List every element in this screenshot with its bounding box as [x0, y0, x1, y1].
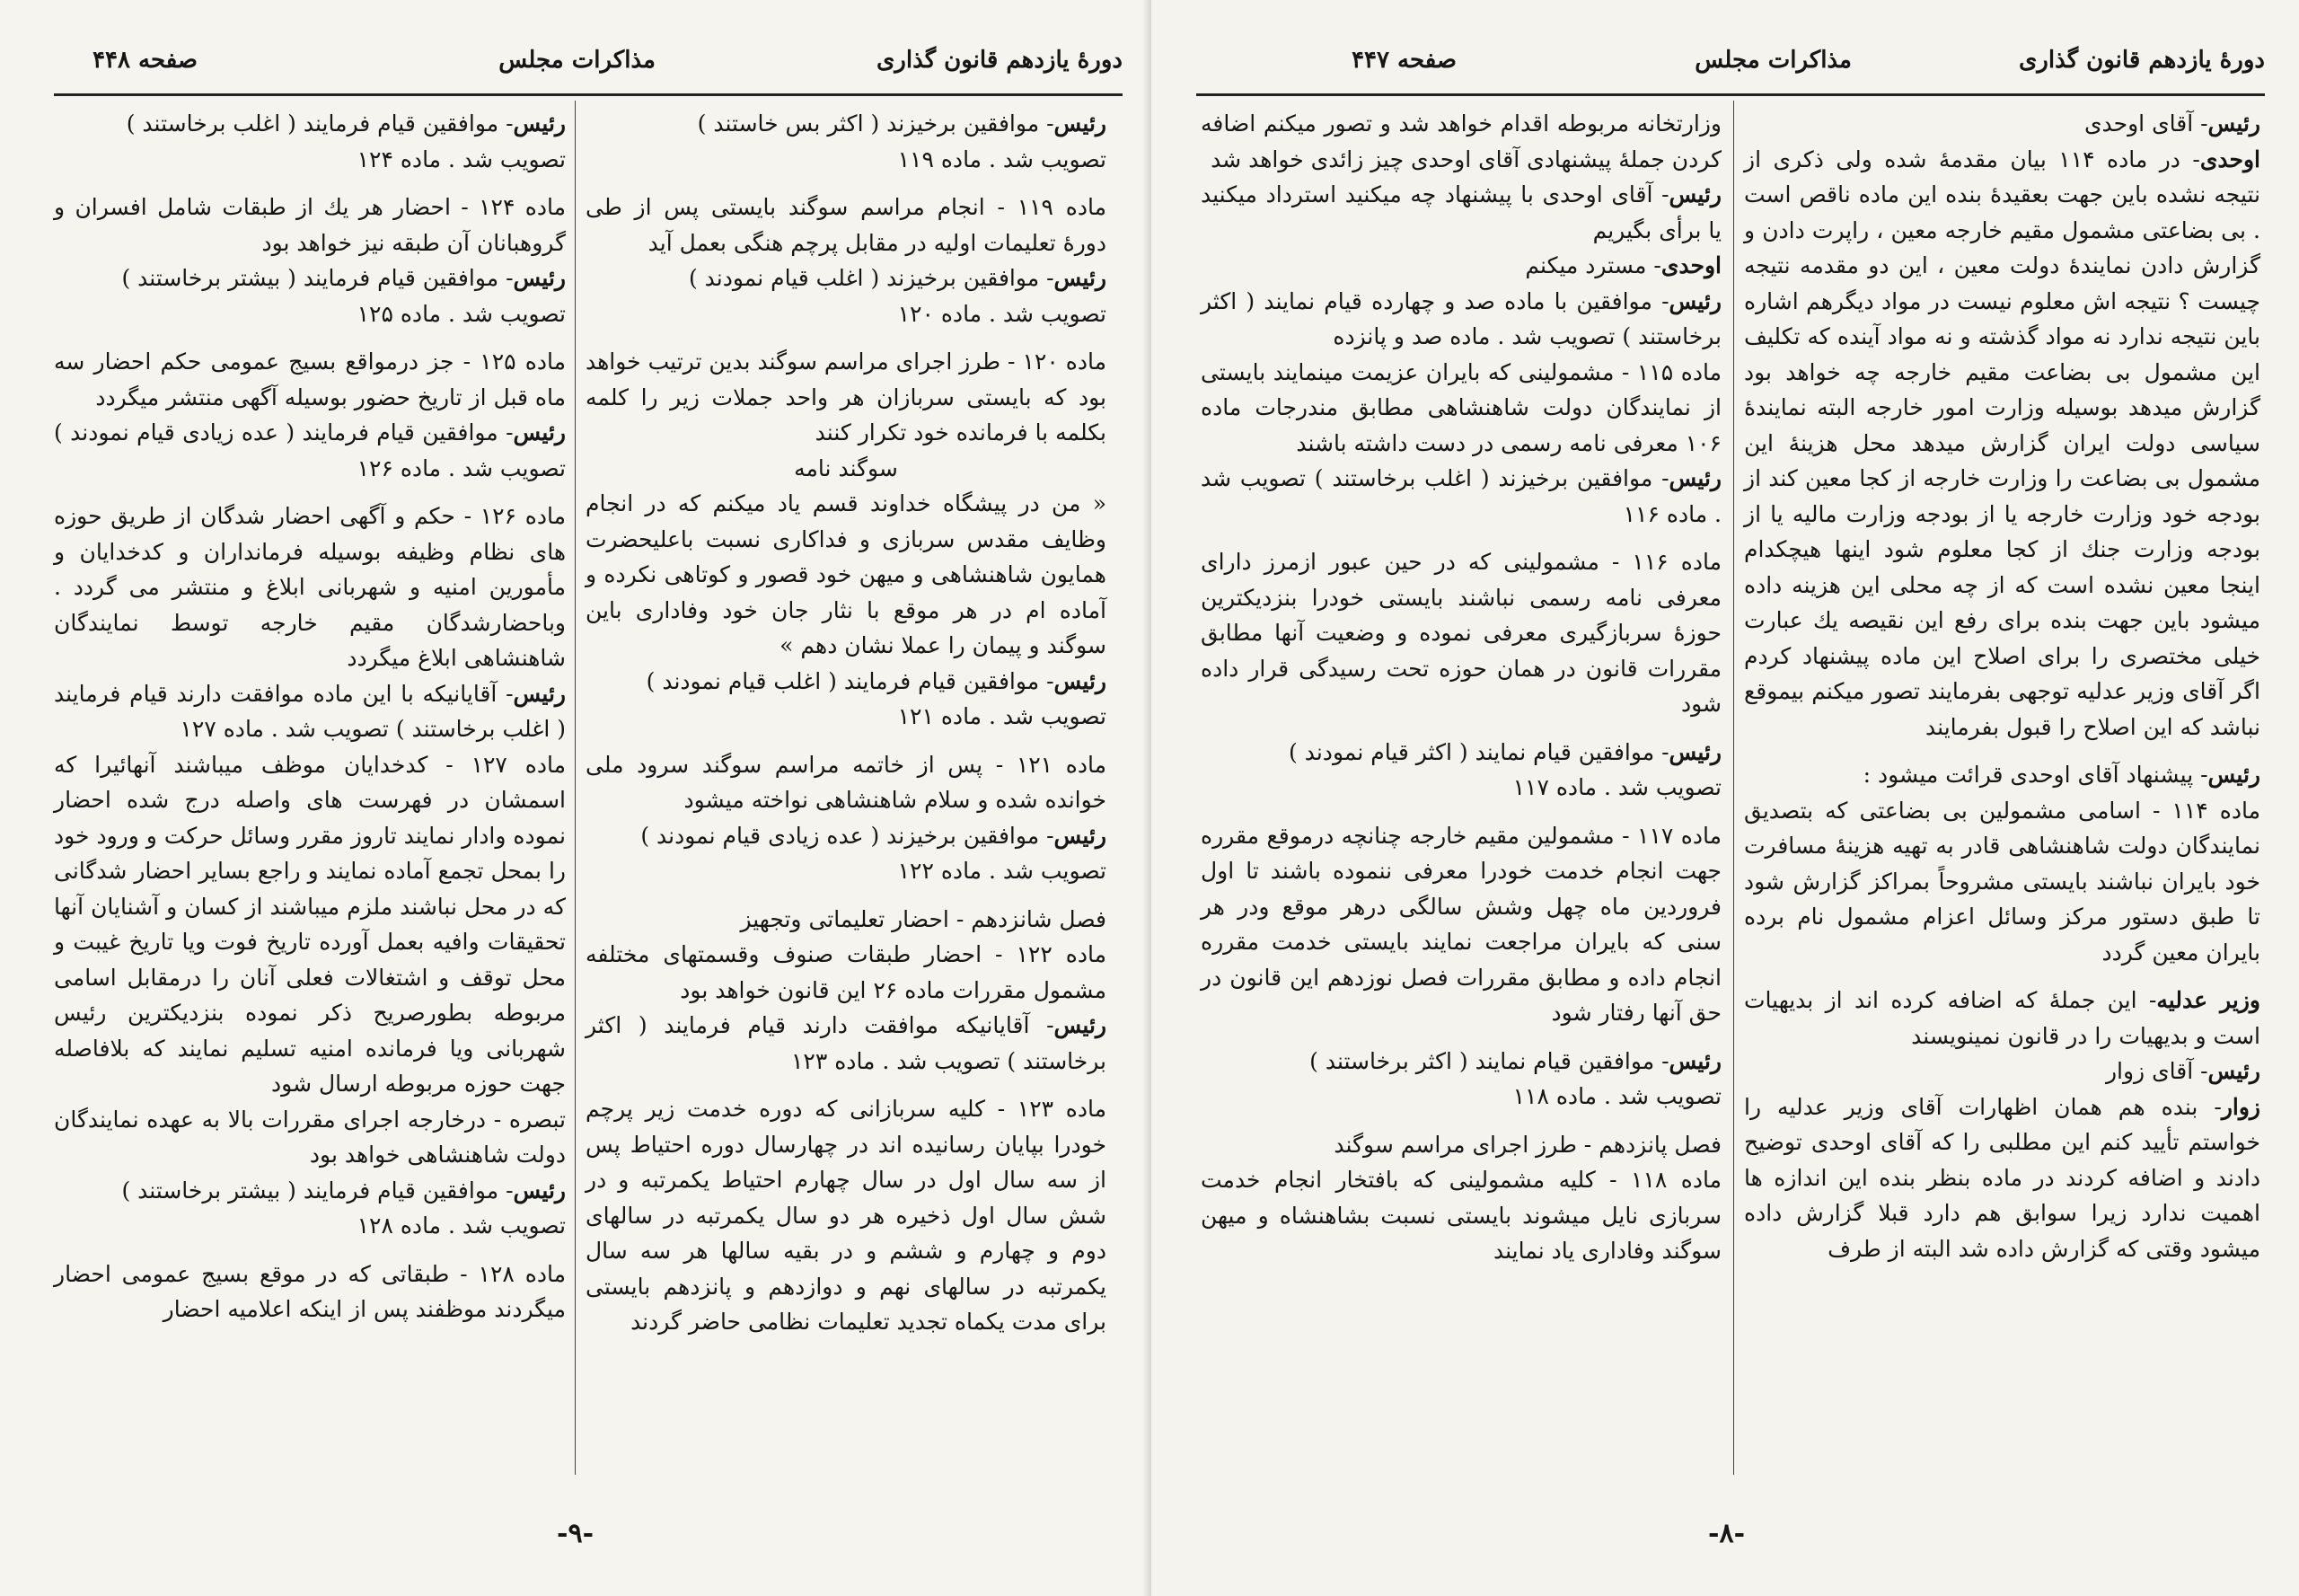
paragraph-text: وزارتخانه مربوطه اقدام خواهد شد و تصور میکنم اضافه کردن جملهٔ پیشنهادی آقای اوحدی چیز زائدی خواهد شد	[1201, 110, 1722, 172]
paragraph-text: « من در پیشگاه خداوند قسم یاد میکنم که در انجام وظایف مقدس سربازی و فداکاری نسبت باعلیحضرت همایون شاهنشاهی و میهن خود قصور و کوتاهی نکرده و آماده ام در هر موقع با نثار جان خود وفاداری باین سوگند و پیمان را عملا نشان دهم »	[586, 490, 1106, 658]
speaker-name: رئیس	[1669, 1047, 1722, 1074]
paragraph	[586, 344, 1106, 451]
paragraph	[1201, 177, 1722, 248]
speaker-name: اوحدی	[1660, 252, 1722, 278]
paragraph-text: ماده ۱۲۰ - طرز اجرای مراسم سوگند بدین ترتیب خواهد بود که بایستی سربازان هر واحد جملات زیر را کلمه بکلمه با فرمانده خود تکرار کنند	[586, 348, 1106, 445]
speaker-name: زوار	[2221, 1093, 2260, 1120]
paragraph	[586, 296, 1106, 332]
paragraph-text: تصویب شد . ماده ۱۲۵	[357, 300, 566, 327]
paragraph	[54, 344, 566, 415]
paragraph-text: ماده ۱۱۸ - کلیه مشمولینی که بافتخار انجام خدمت سربازی نایل میشوند بایستی نسبت بشاهنشاه و میهن سوگند وفاداری یاد نمایند	[1201, 1167, 1722, 1264]
speaker-name: رئیس	[513, 680, 566, 707]
paragraph	[54, 142, 566, 178]
paragraph-text: - آقای اوحدی با پیشنهاد چه میکنید استرداد میکنید یا برأی بگیریم	[1201, 181, 1722, 243]
speaker-name: رئیس	[1053, 110, 1106, 137]
speaker-name: رئیس	[513, 1177, 566, 1204]
header-page-number: صفحه ۴۴۸	[92, 47, 198, 74]
speaker-name: وزیر عدلیه	[2156, 987, 2260, 1013]
paragraph-text: ماده ۱۲۷ - کدخدایان موظف میباشند آنهائیرا که اسمشان در فهرست های واصله درج شده احضار نموده وادار نمایند تاروز مقرر وسائل حرکت و ورود خود را بمحل تجمع آماده نمایند و راجع بسایر احضار شدگانی که در محل نباشند ملزم میباشند از کسان و آشنایان آنها تحقیقات وافیه بعمل آورده تاریخ فوت ویا تاریخ غیبت و محل توقف و اشتغالات فعلی آنان را درمقابل اسامی مربوطه بطورصریح ذکر نموده بنزدیکترین رئیس شهربانی ویا فرمانده امنیه تسلیم نمایند که بلافاصله جهت حوزه مربوطه ارسال شود	[54, 751, 566, 1097]
paragraph-text: ماده ۱۲۳ - کلیه سربازانی که دوره خدمت زیر پرچم خودرا بپایان رسانیده اند در چهارسال دوره احتیاط پس از سه سال اول در سال چهارم احتیاط یکمرتبه و در شش سال اول ذخیره هر دو سال یکمرتبه در سالهای دوم و چهارم و ششم و در بقیه سالها هر سه سال یکمرتبه در سالهای نهم و دوازدهم و پانزدهم بایستی برای مدت یکماه تجدید تعلیمات نظامی حاضر گردند	[586, 1096, 1106, 1335]
paragraph	[54, 747, 566, 1102]
page-header	[1196, 47, 2265, 97]
paragraph	[1201, 818, 1722, 1031]
paragraph-text: - پیشنهاد آقای اوحدی قرائت میشود :	[1863, 762, 2208, 788]
paragraph	[1201, 284, 1722, 355]
paragraph-text: ماده ۱۲۶ - حکم و آگهی احضار شدگان از طریق حوزه های نظام وظیفه بوسیله فرمانداران و کدخدایان و مأمورین امنیه و شهربانی ابلاغ و منتشر می گردد . وباحضارشدگان مقیم خارجه توسط نمایندگان شاهنشاهی ابلاغ میگردد	[54, 503, 566, 671]
paragraph-text: - آقای زوار	[2105, 1058, 2208, 1084]
paragraph-text: ماده ۱۱۷ - مشمولین مقیم خارجه چنانچه درموقع مقرره جهت انجام خدمت خودرا معرفی ننموده باشند تا اول فروردین ماه چهل وشش سالگی درهر موقع ودر هر سنی که بایران مراجعت نمایند بایستی خدمت مقرره انجام داده و مطابق مقررات فصل نوزدهم این قانون در حق آنها رفتار شود	[1201, 822, 1722, 1026]
paragraph	[1744, 1054, 2260, 1089]
paragraph-text: تصویب شد . ماده ۱۲۱	[897, 703, 1106, 729]
paragraph	[1201, 544, 1722, 722]
paragraph-text: - موافقین برخیزند ( اغلب برخاستند ) تصویب شد . ماده ۱۱۶	[1201, 465, 1722, 527]
paragraph	[586, 699, 1106, 735]
paragraph	[586, 190, 1106, 260]
paragraph	[586, 902, 1106, 938]
paragraph	[1201, 1044, 1722, 1080]
paragraph-text: - موافقین برخیزند ( اغلب قیام نمودند )	[688, 265, 1054, 291]
paragraph	[54, 498, 566, 676]
paragraph	[1744, 106, 2260, 142]
header-page-number: صفحه ۴۴۷	[1352, 47, 1457, 74]
paragraph	[54, 106, 566, 142]
paragraph	[1201, 735, 1722, 771]
header-title: دورهٔ یازدهم قانون گذاری	[2018, 47, 2265, 74]
paragraph	[1744, 142, 2260, 745]
paragraph-text: - موافقین با ماده صد و چهارده قیام نمایند ( اکثر برخاستند ) تصویب شد . ماده صد و پانزده	[1201, 287, 1722, 349]
paragraph-text: فصل پانزدهم - طرز اجرای مراسم سوگند	[1334, 1131, 1722, 1158]
paragraph	[1201, 461, 1722, 532]
paragraph	[586, 260, 1106, 296]
speaker-name: رئیس	[2207, 1058, 2260, 1084]
speaker-name: رئیس	[513, 419, 566, 445]
speaker-name: رئیس	[513, 265, 566, 291]
paragraph	[1744, 793, 2260, 971]
paragraph	[54, 1208, 566, 1244]
paragraph-text: - موافقین قیام فرمایند ( بیشتر برخاستند )	[121, 265, 514, 291]
speaker-name: رئیس	[1053, 265, 1106, 291]
column-left	[1201, 106, 1722, 1269]
speaker-name: رئیس	[1669, 738, 1722, 765]
speaker-name: رئیس	[1053, 1012, 1106, 1038]
speaker-name: رئیس	[2207, 110, 2260, 137]
paragraph	[54, 1102, 566, 1173]
column-separator	[1733, 101, 1734, 1475]
paragraph	[586, 451, 1106, 487]
paragraph	[1201, 1079, 1722, 1115]
paragraph-text: ماده ۱۱۵ - مشمولینی که بایران عزیمت مینمایند بایستی از نمایندگان دولت شاهنشاهی مطابق مندرجات ماده ۱۰۶ معرفی نامه رسمی در دست داشته باشند	[1201, 358, 1722, 456]
paragraph-text: - موافقین قیام فرمایند ( عده زیادی قیام نمودند ) تصویب شد . ماده ۱۲۶	[54, 419, 566, 481]
paragraph	[586, 106, 1106, 142]
paragraph	[586, 664, 1106, 700]
speaker-name: رئیس	[1053, 822, 1106, 849]
paragraph	[586, 937, 1106, 1008]
paragraph-text: تبصره - درخارجه اجرای مقررات بالا به عهده نمایندگان دولت شاهنشاهی خواهد بود	[54, 1106, 566, 1168]
paragraph-text: ماده ۱۲۵ - جز درمواقع بسیج عمومی حکم احضار سه ماه قبل از تاریخ حضور بوسیله آگهی منتشر میگردد	[54, 348, 566, 410]
paragraph-text: تصویب شد . ماده ۱۲۰	[897, 300, 1106, 327]
header-center: مذاکرات مجلس	[498, 47, 656, 74]
column-separator	[575, 101, 576, 1475]
paragraph-text: - موافقین برخیزند ( عده زیادی قیام نمودند )	[640, 822, 1054, 849]
speaker-name: رئیس	[2207, 762, 2260, 788]
speaker-name: رئیس	[1669, 465, 1722, 491]
paragraph-text: - آقای اوحدی	[2083, 110, 2208, 137]
paragraph	[54, 1257, 566, 1327]
paragraph	[586, 747, 1106, 818]
page-header	[54, 47, 1123, 97]
paragraph-text: تصویب شد . ماده ۱۱۹	[897, 145, 1106, 172]
paragraph-text: - موافقین قیام فرمایند ( اغلب قیام نمودند )	[646, 667, 1054, 694]
paragraph-text: - این جملهٔ که اضافه کرده اند از بدیهیات است و بدیهیات را در قانون نمینویسند	[1744, 987, 2260, 1049]
header-rule	[1196, 93, 2265, 96]
paragraph	[54, 260, 566, 296]
paragraph-text: سوگند نامه	[794, 454, 898, 481]
paragraph	[586, 853, 1106, 889]
paragraph	[1201, 248, 1722, 284]
paragraph	[54, 190, 566, 260]
paragraph-text: - مسترد میکنم	[1525, 252, 1661, 278]
paragraph-text: - موافقین قیام فرمایند ( اغلب برخاستند )	[126, 110, 514, 137]
paragraph-text: - موافقین قیام نمایند ( اکثر قیام نمودند )	[1289, 738, 1669, 765]
paragraph	[1744, 757, 2260, 793]
folio: -۹-	[557, 1518, 595, 1549]
paragraph-text: ماده ۱۲۱ - پس از خاتمه مراسم سوگند سرود ملی خوانده شده و سلام شاهنشاهی نواخته میشود	[586, 751, 1106, 813]
column-left	[54, 106, 566, 1327]
speaker-name: رئیس	[1053, 667, 1106, 694]
paragraph-text: ماده ۱۲۴ - احضار هر یك از طبقات شامل افسران و گروهبانان آن طبقه نیز خواهد بود	[54, 194, 567, 256]
paragraph-text: - آقایانیکه با این ماده موافقت دارند قیام فرمایند ( اغلب برخاستند ) تصویب شد . ماده ۱۲۷	[54, 680, 566, 742]
paragraph	[54, 676, 566, 747]
speaker-name: اوحدی	[2199, 145, 2261, 172]
page-447	[1151, 0, 2299, 1596]
paragraph	[586, 818, 1106, 854]
paragraph	[1744, 983, 2260, 1054]
header-rule	[54, 93, 1123, 96]
paragraph-text: تصویب شد . ماده ۱۱۷	[1512, 774, 1722, 800]
paragraph-text: ماده ۱۱۴ - اسامی مشمولین بی بضاعتی که بتصدیق نمایندگان دولت شاهنشاهی قادر به تهیه هزینهٔ مسافرت خود بایران نباشند بایستی مشروحاً بمراکز گزارش شود تا طبق دستور مرکز وسائل اعزام مشمول نام برده بایران معین گردد	[1744, 797, 2260, 966]
paragraph	[586, 1008, 1106, 1079]
paragraph	[586, 486, 1106, 664]
paragraph	[1744, 1089, 2260, 1267]
column-right	[1744, 106, 2260, 1266]
paragraph-text: ماده ۱۲۸ - طبقاتی که در موقع بسیج عمومی احضار میگردند موظفند پس از اینکه اعلامیه احضار	[54, 1260, 566, 1322]
paragraph-text: ماده ۱۲۲ - احضار طبقات صنوف وقسمتهای مختلفه مشمول مقررات ماده ۲۶ این قانون خواهد بود	[586, 941, 1107, 1003]
header-center: مذاکرات مجلس	[1695, 47, 1852, 74]
paragraph	[1201, 1162, 1722, 1269]
paragraph	[1201, 1127, 1722, 1163]
paragraph-text: - موافقین برخیزند ( اکثر بس خاستند )	[697, 110, 1054, 137]
paragraph-text: ماده ۱۱۶ - مشمولینی که در حین عبور ازمرز دارای معرفی نامه رسمی نباشند بایستی خودرا بنزدیکترین حوزهٔ سربازگیری معرفی نموده و وضعیت آنها مطابق مقررات قانون در همان حوزه تحت رسیدگی قرار داده شود	[1201, 549, 1722, 717]
paragraph	[54, 415, 566, 486]
paragraph-text: - موافقین قیام فرمایند ( بیشتر برخاستند )	[121, 1177, 514, 1204]
column-right	[586, 106, 1106, 1340]
paragraph-text: تصویب شد . ماده ۱۱۸	[1512, 1083, 1722, 1109]
paragraph-text: ماده ۱۱۹ - انجام مراسم سوگند بایستی پس از طی دورهٔ تعلیمات اولیه در مقابل پرچم هنگی بعمل آید	[586, 194, 1107, 256]
paragraph	[54, 1173, 566, 1209]
speaker-name: رئیس	[513, 110, 566, 137]
paragraph	[1201, 355, 1722, 462]
folio: -۸-	[1708, 1518, 1746, 1549]
paragraph	[54, 296, 566, 332]
paragraph	[586, 1091, 1106, 1340]
paragraph	[586, 142, 1106, 178]
paragraph-text: - آقایانیکه موافقت دارند قیام فرمایند ( اکثر برخاستند ) تصویب شد . ماده ۱۲۳	[586, 1012, 1106, 1074]
paragraph-text: تصویب شد . ماده ۱۲۸	[357, 1212, 566, 1239]
paragraph-text: فصل شانزدهم - احضار تعلیماتی وتجهیز	[740, 905, 1106, 932]
paragraph	[1201, 106, 1722, 177]
paragraph	[1201, 770, 1722, 806]
speaker-name: رئیس	[1669, 181, 1722, 207]
paragraph-text: - در ماده ۱۱۴ بیان مقدمهٔ شده ولی ذکری از نتیجه نشده باین جهت بعقیدهٔ بنده این ماده ناقص است . بی بضاعتی مشمول مقیم خارجه معین ، راپرت دادن و گزارش دادن نمایندهٔ دولت معین ، این دو مقدمه نتیجه چیست ؟ نتیجه اش معلوم نیست در مواد دیگرهم اشاره باین نتیجه ندارد نه مواد گذشته و نه مواد آینده که تکلیف این مشمول بی بضاعت مقیم خارجه چه خواهد بود گزارش میدهد بوسیله وزارت امور خارجه البته نمایندهٔ سیاسی دولت ایران گزارش میدهد محل هزینهٔ این مشمول بی بضاعت را وزارت خارجه از کجا معین کند از بودجه خود وزارت خارجه یا از بودجه وزارت مالیه یا از بودجه وزارت جنك از کجا معلوم شود اینها هیچکدام اینجا معین نشده است که از چه محلی این هزینه داده میشود باین جهت بنده برای رفع این نقیصه یك عبارت خیلی مختصری را برای اصلاح این ماده پیشنهاد کردم اگر آقای وزیر عدلیه توجهی بفرمایند تصور میکنم بیموقع نباشد که این اصلاح را قبول بفرمایند	[1744, 145, 2260, 740]
paragraph-text: - بنده هم همان اظهارات آقای وزیر عدلیه را خواستم تأیید کنم این مطلبی را که آقای اوحدی توضیح دادند و اضافه کردند در ماده بنظر بنده این اندازه ها اهمیت ندارد زیرا سوابق هم دارد قبلا گزارش داده میشود وقتی که گزارش داده شد البته از طرف	[1744, 1093, 2260, 1262]
paragraph-text: - موافقین قیام نمایند ( اکثر برخاستند )	[1309, 1047, 1669, 1074]
header-title: دورهٔ یازدهم قانون گذاری	[876, 47, 1123, 74]
paragraph-text: تصویب شد . ماده ۱۲۴	[357, 145, 566, 172]
speaker-name: رئیس	[1669, 287, 1722, 314]
paragraph-text: تصویب شد . ماده ۱۲۲	[897, 858, 1106, 884]
